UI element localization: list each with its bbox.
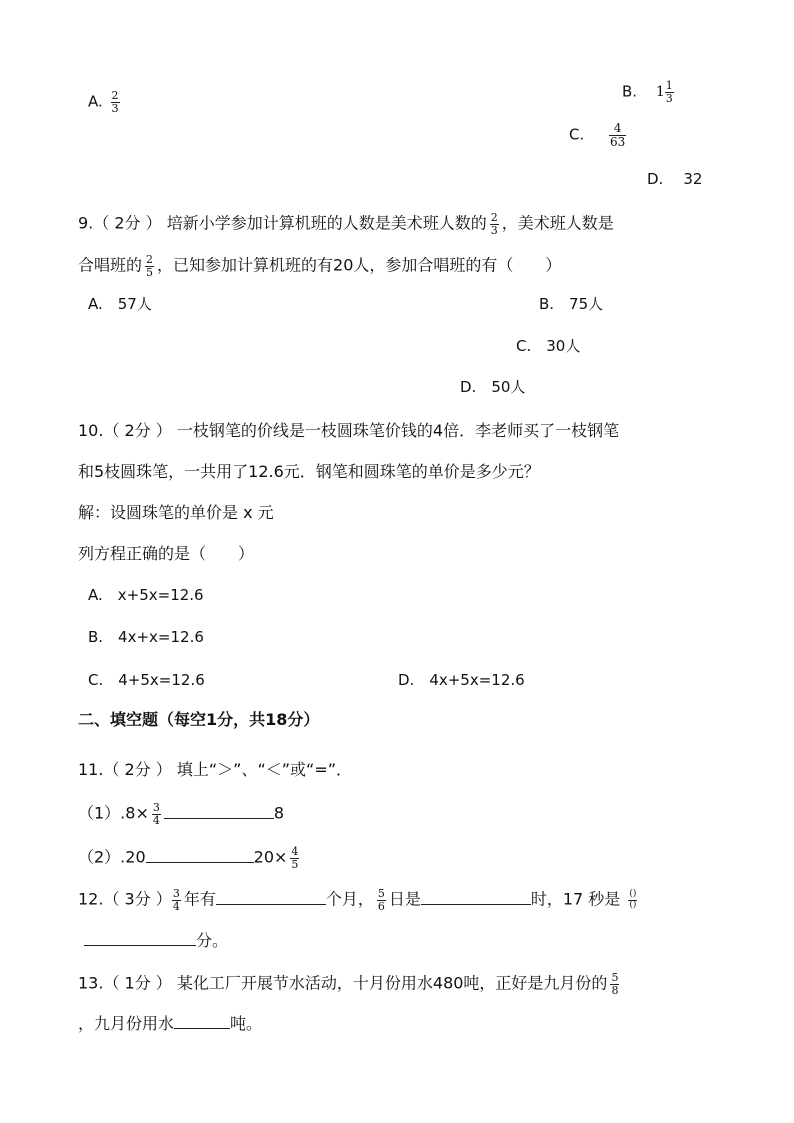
q12-line1: 12.（ 3分 ） $\frac{3}{4}$ 年有 个月， $\frac{5}{6}$ 日是 时，17 秒是 $\frac{()}{()}$ — [78, 887, 637, 913]
fraction: $\frac{5}{6}$ — [377, 887, 385, 913]
q12-line2: 分。 — [84, 931, 228, 949]
q9-line1: 9.（ 2分 ） 培新小学参加计算机班的人数是美术班人数的 $\frac{2}{3}$ ，美术班人数是 — [78, 211, 614, 237]
q13-line1: 13.（ 1分 ） 某化工厂开展节水活动，十月份用水480吨，正好是九月份的 $\frac{5}{8}$ — [78, 971, 619, 997]
fraction: $\frac{()}{()}$ — [629, 889, 637, 910]
fraction: $\frac{3}{4}$ — [152, 801, 160, 827]
q9-option-d: D. 50人 — [460, 378, 526, 396]
q10-line4: 列方程正确的是（ ） — [78, 544, 255, 563]
q10-line2: 和5枝圆珠笔，一共用了12.6元．钢笔和圆珠笔的单价是多少元？ — [78, 462, 540, 481]
q13-line2: ，九月份用水 吨。 — [78, 1014, 263, 1033]
answer-blank[interactable] — [216, 890, 326, 905]
q10-option-a: A. x+5x=12.6 — [88, 586, 204, 604]
answer-blank[interactable] — [146, 848, 254, 863]
q8-option-b: B. 1 $\frac{1}{3}$ — [622, 79, 673, 105]
q9-line2: 合唱班的 $\frac{2}{5}$ ，已知参加计算机班的有20人，参加合唱班的有（ ） — [78, 253, 562, 279]
answer-blank[interactable] — [84, 931, 196, 946]
q10-option-b: B. 4x+x=12.6 — [88, 628, 204, 646]
q8-option-c: C. $\frac{4}{63}$ — [569, 121, 626, 149]
q10-line1: 10.（ 2分 ） 一枝钢笔的价线是一枝圆珠笔价钱的4倍．李老师买了一枝钢笔 — [78, 421, 620, 440]
fraction: $\frac{5}{8}$ — [611, 971, 619, 997]
q9-option-a: A. 57人 — [88, 295, 152, 313]
q8-option-a: A. $\frac{2}{3}$ — [88, 89, 119, 115]
fraction: $\frac{2}{5}$ — [146, 253, 154, 279]
q10-line3: 解：设圆珠笔的单价是 x 元 — [78, 503, 274, 522]
section-title: 二、填空题（每空1分，共18分） — [78, 710, 320, 729]
q11-part1: （1）.8× $\frac{3}{4}$ 8 — [78, 801, 285, 827]
q10-option-c: C. 4+5x=12.6 — [88, 671, 205, 689]
fraction: $\frac{3}{4}$ — [172, 887, 180, 913]
fraction: $\frac{2}{3}$ — [490, 211, 498, 237]
fraction: $\frac{1}{3}$ — [665, 79, 673, 105]
q9-option-b: B. 75人 — [539, 295, 604, 313]
q10-option-d: D. 4x+5x=12.6 — [398, 671, 525, 689]
fraction: $\frac{4}{5}$ — [291, 845, 299, 871]
fraction: $\frac{4}{63}$ — [610, 121, 626, 149]
fraction: $\frac{2}{3}$ — [111, 89, 119, 115]
q8-option-d: D. 32 — [647, 170, 703, 188]
answer-blank[interactable] — [174, 1014, 230, 1029]
answer-blank[interactable] — [164, 804, 274, 819]
answer-blank[interactable] — [421, 890, 531, 905]
q11-line1: 11.（ 2分 ） 填上“＞”、“＜”或“=”． — [78, 760, 353, 779]
q9-option-c: C. 30人 — [516, 337, 581, 355]
q11-part2: （2）.20 20× $\frac{4}{5}$ — [78, 845, 299, 871]
